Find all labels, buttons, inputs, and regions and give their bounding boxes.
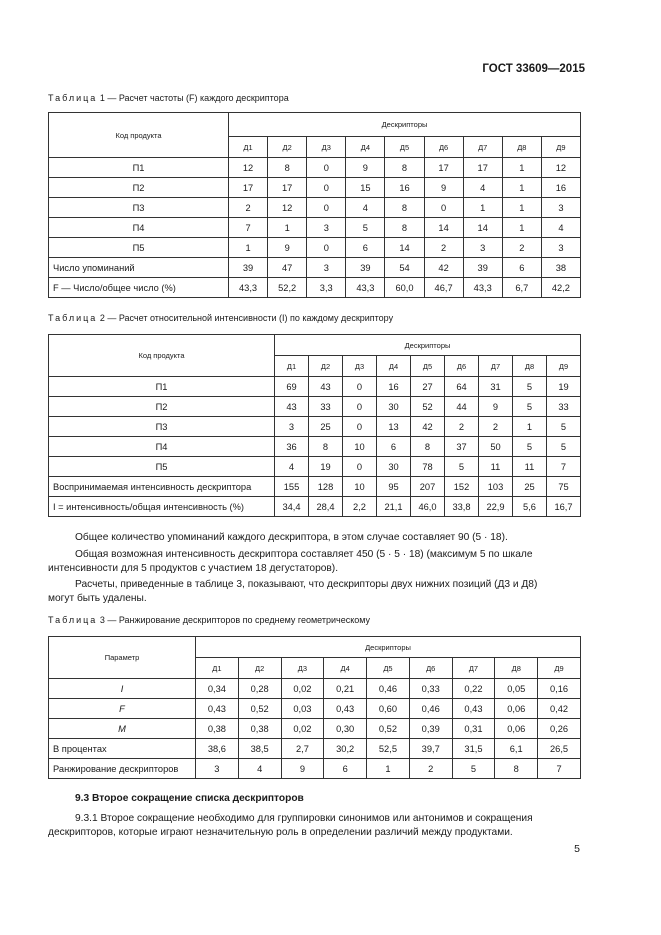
table2-header-left: Код продукта (49, 335, 275, 377)
table-cell: 0 (307, 178, 346, 198)
table-cell: 34,4 (275, 497, 309, 517)
table-cell: 2 (479, 417, 513, 437)
table-cell: 0,52 (238, 699, 281, 719)
row-label: П4 (49, 437, 275, 457)
table-cell: 1 (502, 178, 541, 198)
table-row (49, 377, 581, 397)
table-cell: 1 (463, 198, 502, 218)
table-cell: 0,46 (409, 699, 452, 719)
table-cell: 0,43 (324, 699, 367, 719)
table-cell: 19 (547, 377, 581, 397)
table-cell: 17 (463, 158, 502, 178)
table-cell: 64 (445, 377, 479, 397)
table-cell: 0,39 (409, 719, 452, 739)
table-cell: 2 (409, 759, 452, 779)
table-cell: 4 (463, 178, 502, 198)
table-cell: 19 (309, 457, 343, 477)
table-cell: 4 (346, 198, 385, 218)
table-cell: 28,4 (309, 497, 343, 517)
table-cell: 9 (281, 759, 324, 779)
descriptor-header: Д2 (309, 356, 343, 377)
table-row (49, 158, 581, 178)
table-cell: 4 (238, 759, 281, 779)
table-row (49, 278, 581, 298)
descriptor-header: Д8 (495, 658, 538, 679)
table-cell: 25 (513, 477, 547, 497)
table-cell: 6,7 (502, 278, 541, 298)
table-cell: 2,2 (343, 497, 377, 517)
descriptor-header: Д9 (538, 658, 581, 679)
table-cell: 13 (377, 417, 411, 437)
table-cell: 26,5 (538, 739, 581, 759)
table-cell: 1 (513, 417, 547, 437)
table-cell: 7 (538, 759, 581, 779)
table-cell: 8 (309, 437, 343, 457)
table-cell: 39 (346, 258, 385, 278)
table-cell: 10 (343, 477, 377, 497)
table-cell: 31 (479, 377, 513, 397)
table-row (49, 258, 581, 278)
table-cell: 5 (346, 218, 385, 238)
table-cell: 33 (309, 397, 343, 417)
row-label: M (49, 719, 196, 739)
table-cell: 39 (229, 258, 268, 278)
table2 (48, 334, 581, 517)
row-label: П3 (49, 198, 229, 218)
table-cell: 36 (275, 437, 309, 457)
table-cell: 21,1 (377, 497, 411, 517)
table-cell: 43 (309, 377, 343, 397)
document-header: ГОСТ 33609—2015 (482, 63, 585, 75)
table-cell: 4 (275, 457, 309, 477)
descriptor-header: Д1 (275, 356, 309, 377)
paragraph: 9.3.1 Второе сокращение необходимо для группировки синонимов или антонимов и сокращения (75, 813, 533, 824)
table-cell: 50 (479, 437, 513, 457)
table-cell: 43,3 (346, 278, 385, 298)
table-cell: 37 (445, 437, 479, 457)
table-cell: 17 (229, 178, 268, 198)
table-row (49, 739, 581, 759)
table-row (49, 477, 581, 497)
descriptor-header: Д5 (411, 356, 445, 377)
row-label: I = интенсивность/общая интенсивность (%) (49, 497, 275, 517)
table-cell: 5 (513, 377, 547, 397)
table-cell: 31,5 (452, 739, 495, 759)
table-cell: 0,52 (367, 719, 410, 739)
table-cell: 16 (541, 178, 580, 198)
row-label: В процентах (49, 739, 196, 759)
descriptor-header: Д8 (502, 137, 541, 158)
table-cell: 47 (268, 258, 307, 278)
table-cell: 5 (452, 759, 495, 779)
row-label: П5 (49, 457, 275, 477)
table-row (49, 417, 581, 437)
table-cell: 22,9 (479, 497, 513, 517)
table-cell: 27 (411, 377, 445, 397)
table-cell: 0,03 (281, 699, 324, 719)
page-number: 5 (574, 843, 580, 855)
table-cell: 8 (385, 218, 424, 238)
table-cell: 14 (463, 218, 502, 238)
table-cell: 9 (268, 238, 307, 258)
table-cell: 69 (275, 377, 309, 397)
paragraph: дескрипторов, которые играют незначительную роль в определении различий между продуктами. (48, 827, 513, 838)
table-cell: 44 (445, 397, 479, 417)
table-cell: 0 (343, 457, 377, 477)
table3-caption: Таблица 3 — Ранжирование дескрипторов по среднему геометрическому (48, 615, 371, 625)
table-cell: 0,46 (367, 679, 410, 699)
table-cell: 3 (307, 218, 346, 238)
table-cell: 95 (377, 477, 411, 497)
table-cell: 0,06 (495, 699, 538, 719)
table-cell: 0,31 (452, 719, 495, 739)
row-label: F — Число/общее число (%) (49, 278, 229, 298)
descriptor-header: Д9 (541, 137, 580, 158)
table2-header-descriptors: Дескрипторы (275, 335, 581, 356)
table-cell: 0,38 (196, 719, 239, 739)
table3-header-left: Параметр (49, 637, 196, 679)
section-heading: 9.3 Второе сокращение списка дескрипторов (75, 793, 304, 804)
table-cell: 30 (377, 397, 411, 417)
table-cell: 0 (307, 158, 346, 178)
table-row (49, 457, 581, 477)
table-cell: 5,6 (513, 497, 547, 517)
descriptor-header: Д6 (424, 137, 463, 158)
table-cell: 38,6 (196, 739, 239, 759)
row-label: П3 (49, 417, 275, 437)
table-cell: 3,3 (307, 278, 346, 298)
table-cell: 43 (275, 397, 309, 417)
table-row (49, 238, 581, 258)
table-cell: 75 (547, 477, 581, 497)
table-cell: 12 (541, 158, 580, 178)
table-cell: 39 (463, 258, 502, 278)
table-cell: 38,5 (238, 739, 281, 759)
table3-header-descriptors: Дескрипторы (196, 637, 581, 658)
table3 (48, 636, 581, 779)
row-label: П5 (49, 238, 229, 258)
table-cell: 14 (424, 218, 463, 238)
descriptor-header: Д4 (324, 658, 367, 679)
table-cell: 5 (547, 417, 581, 437)
table-cell: 54 (385, 258, 424, 278)
table-cell: 46,0 (411, 497, 445, 517)
table-cell: 5 (513, 397, 547, 417)
table-cell: 11 (479, 457, 513, 477)
table-cell: 16 (385, 178, 424, 198)
descriptor-header: Д4 (346, 137, 385, 158)
table-row (49, 218, 581, 238)
table-cell: 52 (411, 397, 445, 417)
paragraph: Общее количество упоминаний каждого дескриптора, в этом случае составляет 90 (5 · 18). (75, 532, 508, 543)
table-cell: 33,8 (445, 497, 479, 517)
table-cell: 3 (541, 198, 580, 218)
table-cell: 207 (411, 477, 445, 497)
table-cell: 12 (268, 198, 307, 218)
table-cell: 4 (541, 218, 580, 238)
table-cell: 39,7 (409, 739, 452, 759)
table-row (49, 759, 581, 779)
table-cell: 42,2 (541, 278, 580, 298)
table2-caption: Таблица 2 — Расчет относительной интенсивности (I) по каждому дескриптору (48, 313, 394, 323)
table-cell: 9 (424, 178, 463, 198)
table-cell: 12 (229, 158, 268, 178)
table-cell: 42 (411, 417, 445, 437)
table-cell: 0,28 (238, 679, 281, 699)
row-label: I (49, 679, 196, 699)
row-label: F (49, 699, 196, 719)
descriptor-header: Д9 (547, 356, 581, 377)
descriptor-header: Д2 (238, 658, 281, 679)
descriptor-header: Д1 (229, 137, 268, 158)
row-label: П4 (49, 218, 229, 238)
table-cell: 0,02 (281, 679, 324, 699)
table-cell: 30 (377, 457, 411, 477)
table-cell: 0,38 (238, 719, 281, 739)
table-cell: 0,06 (495, 719, 538, 739)
table-cell: 2 (445, 417, 479, 437)
table-cell: 0,05 (495, 679, 538, 699)
table-cell: 11 (513, 457, 547, 477)
table-cell: 14 (385, 238, 424, 258)
paragraph: могут быть удалены. (48, 593, 147, 604)
table-cell: 103 (479, 477, 513, 497)
table-cell: 6 (346, 238, 385, 258)
table-cell: 0,30 (324, 719, 367, 739)
table-cell: 43,3 (229, 278, 268, 298)
table-cell: 43,3 (463, 278, 502, 298)
table-cell: 5 (445, 457, 479, 477)
descriptor-header: Д7 (452, 658, 495, 679)
table-cell: 3 (275, 417, 309, 437)
descriptor-header: Д7 (479, 356, 513, 377)
table-cell: 1 (502, 158, 541, 178)
table-cell: 7 (547, 457, 581, 477)
table-cell: 17 (424, 158, 463, 178)
table-row (49, 679, 581, 699)
table-cell: 7 (229, 218, 268, 238)
table-cell: 30,2 (324, 739, 367, 759)
table1 (48, 112, 581, 298)
table-cell: 0 (424, 198, 463, 218)
table-cell: 46,7 (424, 278, 463, 298)
descriptor-header: Д5 (367, 658, 410, 679)
descriptor-header: Д1 (196, 658, 239, 679)
table-cell: 9 (346, 158, 385, 178)
table-cell: 16,7 (547, 497, 581, 517)
table-cell: 0,21 (324, 679, 367, 699)
table-cell: 38 (541, 258, 580, 278)
descriptor-header: Д6 (445, 356, 479, 377)
table-cell: 9 (479, 397, 513, 417)
table-cell: 17 (268, 178, 307, 198)
table-row (49, 397, 581, 417)
table1-header-left: Код продукта (49, 113, 229, 158)
descriptor-header: Д6 (409, 658, 452, 679)
table-cell: 0 (343, 377, 377, 397)
table-cell: 1 (502, 218, 541, 238)
paragraph: Общая возможная интенсивность дескриптора составляет 450 (5 · 5 · 18) (максимум 5 по шкале (75, 549, 533, 560)
descriptor-header: Д4 (377, 356, 411, 377)
table-cell: 0,22 (452, 679, 495, 699)
table-row (49, 178, 581, 198)
table-cell: 42 (424, 258, 463, 278)
descriptor-header: Д3 (307, 137, 346, 158)
table-cell: 52,5 (367, 739, 410, 759)
paragraph: интенсивности для 5 продуктов с участием 18 дегустаторов). (48, 563, 339, 574)
table-cell: 6 (377, 437, 411, 457)
table1-header-descriptors: Дескрипторы (229, 113, 581, 137)
descriptor-header: Д3 (281, 658, 324, 679)
table-cell: 8 (385, 198, 424, 218)
table-cell: 78 (411, 457, 445, 477)
table-cell: 0 (307, 198, 346, 218)
table-cell: 128 (309, 477, 343, 497)
table-cell: 3 (196, 759, 239, 779)
table-cell: 8 (411, 437, 445, 457)
table-cell: 33 (547, 397, 581, 417)
table-cell: 6 (502, 258, 541, 278)
table-cell: 0 (343, 417, 377, 437)
table-cell: 0,16 (538, 679, 581, 699)
row-label: П2 (49, 397, 275, 417)
table-cell: 5 (547, 437, 581, 457)
table1-caption: Таблица 1 — Расчет частоты (F) каждого дескриптора (48, 93, 289, 103)
table-cell: 0,60 (367, 699, 410, 719)
table-cell: 0 (307, 238, 346, 258)
table-cell: 6,1 (495, 739, 538, 759)
table-cell: 0,43 (196, 699, 239, 719)
row-label: П1 (49, 158, 229, 178)
row-label: Воспринимаемая интенсивность дескриптора (49, 477, 275, 497)
table-row (49, 699, 581, 719)
table-cell: 6 (324, 759, 367, 779)
row-label: П1 (49, 377, 275, 397)
descriptor-header: Д3 (343, 356, 377, 377)
table-cell: 2 (229, 198, 268, 218)
table-cell: 1 (502, 198, 541, 218)
table-cell: 10 (343, 437, 377, 457)
paragraph: Расчеты, приведенные в таблице 3, показывают, что дескрипторы двух нижних позиций (Д3 и Д8) (75, 579, 538, 590)
descriptor-header: Д5 (385, 137, 424, 158)
table-cell: 155 (275, 477, 309, 497)
table-cell: 3 (307, 258, 346, 278)
descriptor-header: Д2 (268, 137, 307, 158)
table-row (49, 437, 581, 457)
table-cell: 3 (463, 238, 502, 258)
row-label: П2 (49, 178, 229, 198)
table-cell: 0,26 (538, 719, 581, 739)
table-cell: 52,2 (268, 278, 307, 298)
table-cell: 152 (445, 477, 479, 497)
table-cell: 0,34 (196, 679, 239, 699)
table-cell: 0 (343, 397, 377, 417)
table-row (49, 198, 581, 218)
table-cell: 2,7 (281, 739, 324, 759)
table-cell: 1 (268, 218, 307, 238)
table-cell: 3 (541, 238, 580, 258)
table-row (49, 497, 581, 517)
table-cell: 16 (377, 377, 411, 397)
table-cell: 0,42 (538, 699, 581, 719)
descriptor-header: Д8 (513, 356, 547, 377)
row-label: Число упоминаний (49, 258, 229, 278)
table-cell: 8 (385, 158, 424, 178)
table-cell: 25 (309, 417, 343, 437)
table-cell: 5 (513, 437, 547, 457)
table-cell: 8 (268, 158, 307, 178)
table-cell: 0,43 (452, 699, 495, 719)
table-cell: 1 (367, 759, 410, 779)
table-cell: 8 (495, 759, 538, 779)
table-cell: 2 (424, 238, 463, 258)
table-cell: 0,33 (409, 679, 452, 699)
row-label: Ранжирование дескрипторов (49, 759, 196, 779)
table-cell: 1 (229, 238, 268, 258)
table-cell: 0,02 (281, 719, 324, 739)
table-row (49, 719, 581, 739)
table-cell: 15 (346, 178, 385, 198)
table-cell: 60,0 (385, 278, 424, 298)
table-cell: 2 (502, 238, 541, 258)
descriptor-header: Д7 (463, 137, 502, 158)
